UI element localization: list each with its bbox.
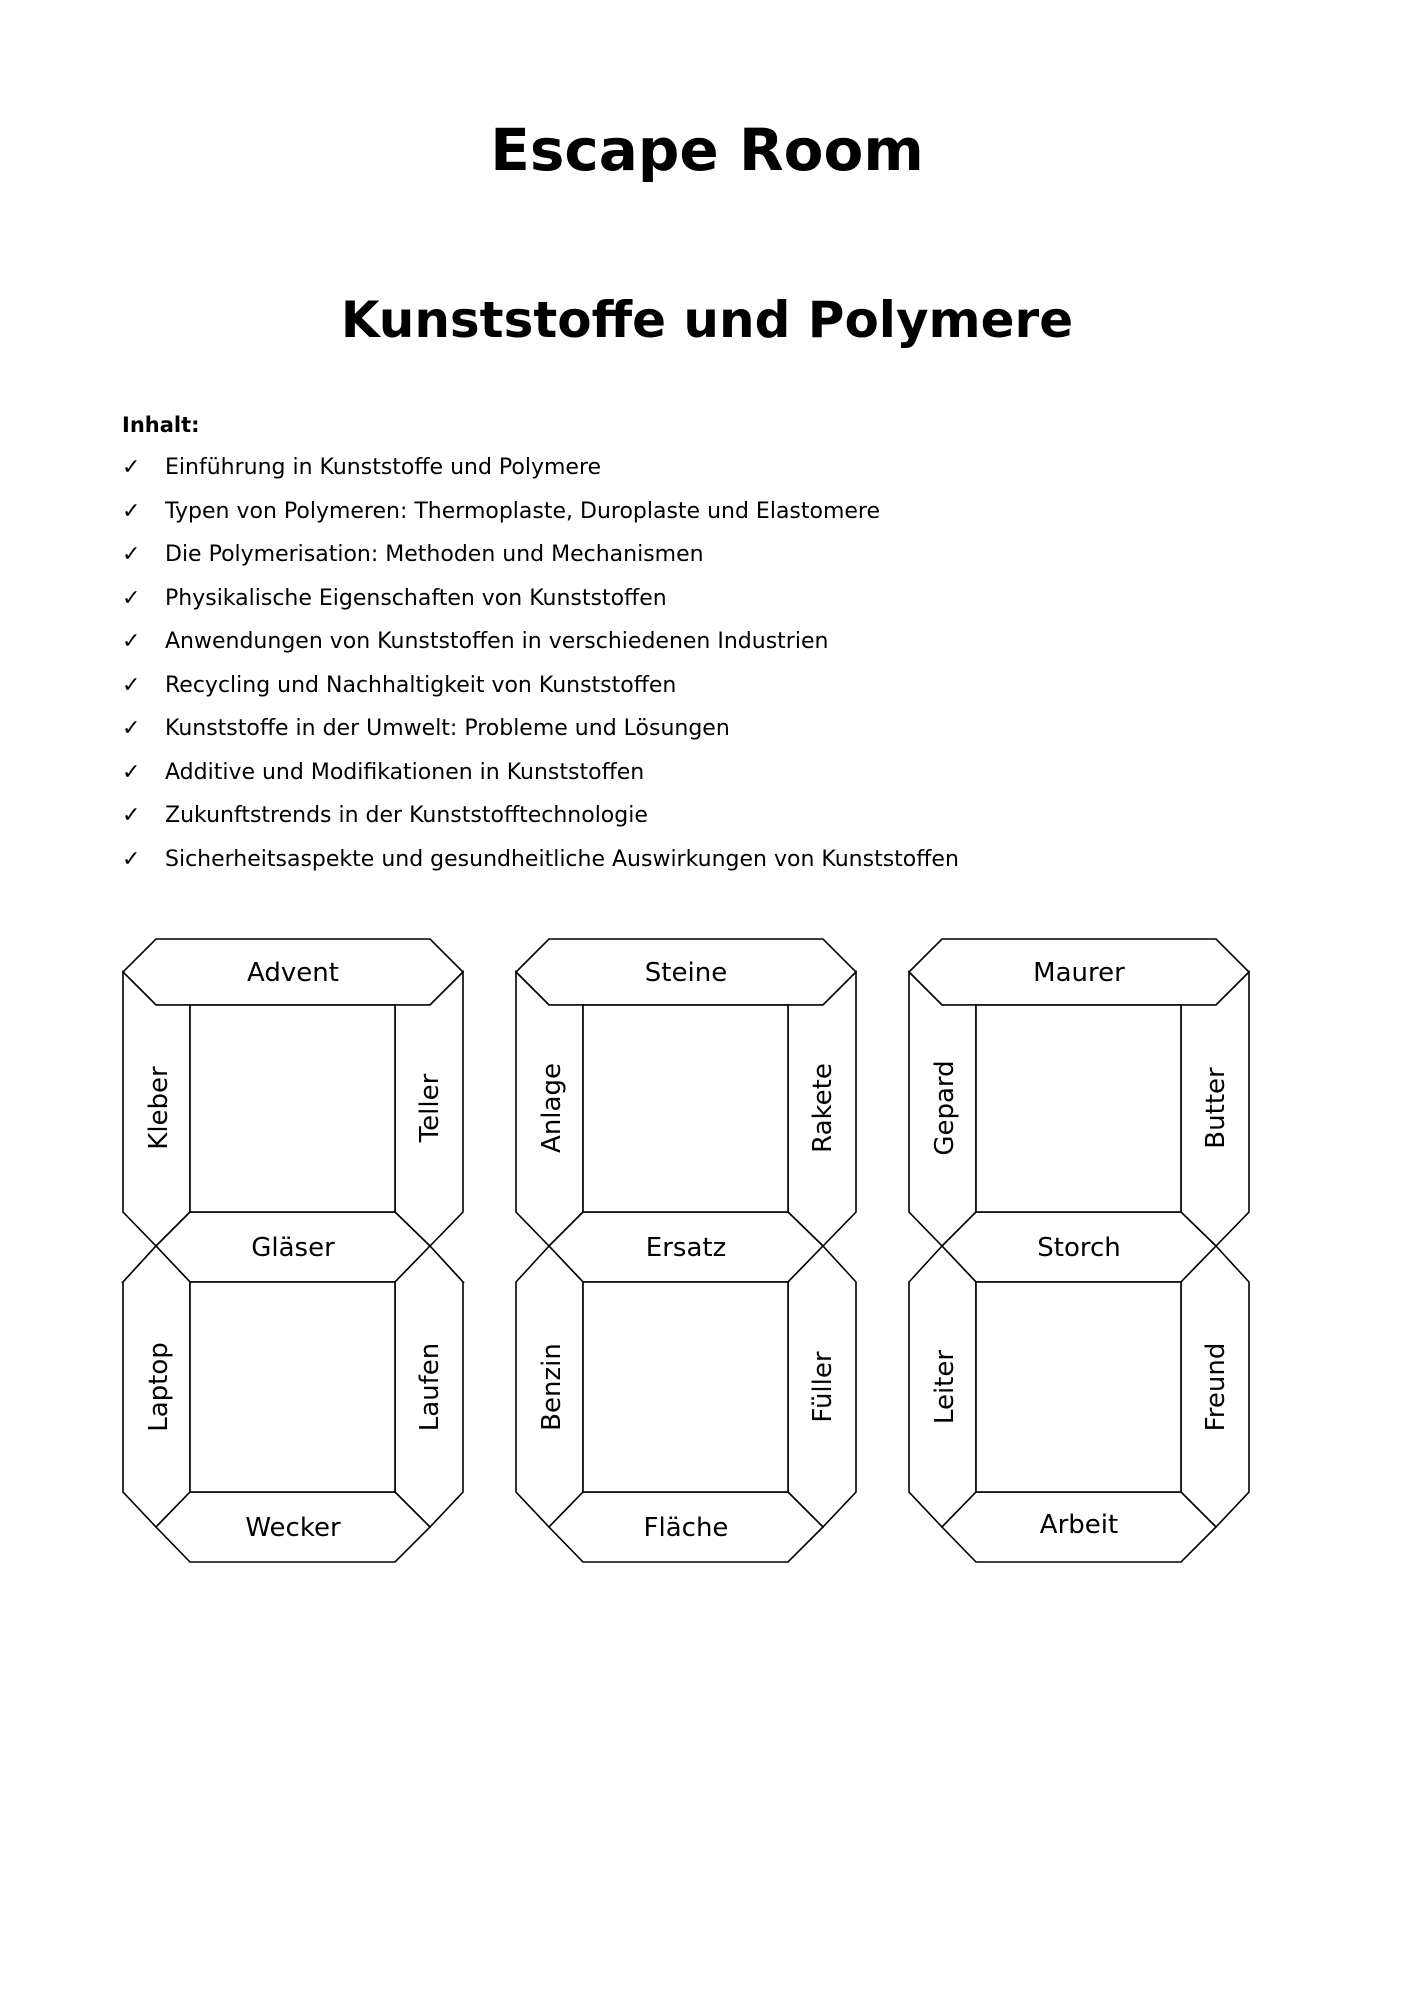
- check-icon: ✓: [122, 672, 141, 698]
- label-middle: Storch: [1037, 1233, 1121, 1263]
- label-upper-right: Teller: [415, 1073, 445, 1143]
- puzzle-figure-1: [123, 939, 463, 1562]
- list-item-text: Physikalische Eigenschaften von Kunststoffen: [165, 585, 667, 611]
- page-subtitle: Kunststoffe und Polymere: [340, 291, 1074, 349]
- label-lower-left: Laptop: [144, 1342, 174, 1432]
- label-middle: Ersatz: [645, 1233, 727, 1263]
- check-icon: ✓: [122, 846, 141, 872]
- label-lower-left: Leiter: [930, 1349, 960, 1425]
- check-icon: ✓: [122, 455, 141, 481]
- page-title: Escape Room: [490, 116, 924, 184]
- label-top: Steine: [644, 958, 728, 988]
- contents-heading: Inhalt:: [122, 413, 200, 437]
- label-upper-left: Kleber: [144, 1066, 174, 1150]
- label-bottom: Wecker: [245, 1513, 341, 1543]
- list-item-text: Recycling und Nachhaltigkeit von Kunststoffen: [165, 672, 677, 698]
- answer-box-lower: [976, 1282, 1181, 1492]
- label-lower-left: Benzin: [537, 1343, 567, 1431]
- answer-box-upper: [976, 1005, 1181, 1212]
- list-item-text: Einführung in Kunststoffe und Polymere: [165, 455, 602, 481]
- check-icon: ✓: [122, 759, 141, 785]
- label-bottom: Fläche: [643, 1513, 729, 1543]
- list-item-text: Die Polymerisation: Methoden und Mechanismen: [165, 542, 704, 568]
- check-icon: ✓: [122, 542, 141, 568]
- check-icon: ✓: [122, 716, 141, 742]
- answer-box-lower: [190, 1282, 395, 1492]
- puzzle-figure-2: [516, 939, 856, 1562]
- list-item-text: Kunststoffe in der Umwelt: Probleme und Lösungen: [165, 716, 730, 742]
- label-bottom: Arbeit: [1039, 1510, 1119, 1540]
- answer-box-lower: [583, 1282, 788, 1492]
- check-icon: ✓: [122, 629, 141, 655]
- answer-box-upper: [583, 1005, 788, 1212]
- label-lower-right: Freund: [1201, 1342, 1231, 1432]
- label-upper-left: Anlage: [537, 1063, 567, 1153]
- label-lower-right: Füller: [808, 1351, 838, 1423]
- check-icon: ✓: [122, 585, 141, 611]
- label-middle: Gläser: [251, 1233, 335, 1263]
- check-icon: ✓: [122, 498, 141, 524]
- label-upper-left: Gepard: [930, 1060, 960, 1156]
- check-icon: ✓: [122, 803, 141, 829]
- list-item-text: Zukunftstrends in der Kunststofftechnologie: [165, 803, 648, 829]
- list-item-text: Additive und Modifikationen in Kunststoffen: [165, 759, 645, 785]
- puzzle-figure-3: [909, 939, 1249, 1562]
- label-top: Maurer: [1033, 958, 1125, 988]
- label-lower-right: Laufen: [415, 1342, 445, 1432]
- list-item-text: Typen von Polymeren: Thermoplaste, Duroplaste und Elastomere: [165, 498, 881, 524]
- answer-box-upper: [190, 1005, 395, 1212]
- label-top: Advent: [247, 958, 339, 988]
- label-upper-right: Rakete: [808, 1063, 838, 1153]
- label-upper-right: Butter: [1201, 1067, 1231, 1149]
- list-item-text: Sicherheitsaspekte und gesundheitliche Auswirkungen von Kunststoffen: [165, 846, 959, 872]
- list-item-text: Anwendungen von Kunststoffen in verschiedenen Industrien: [165, 629, 829, 655]
